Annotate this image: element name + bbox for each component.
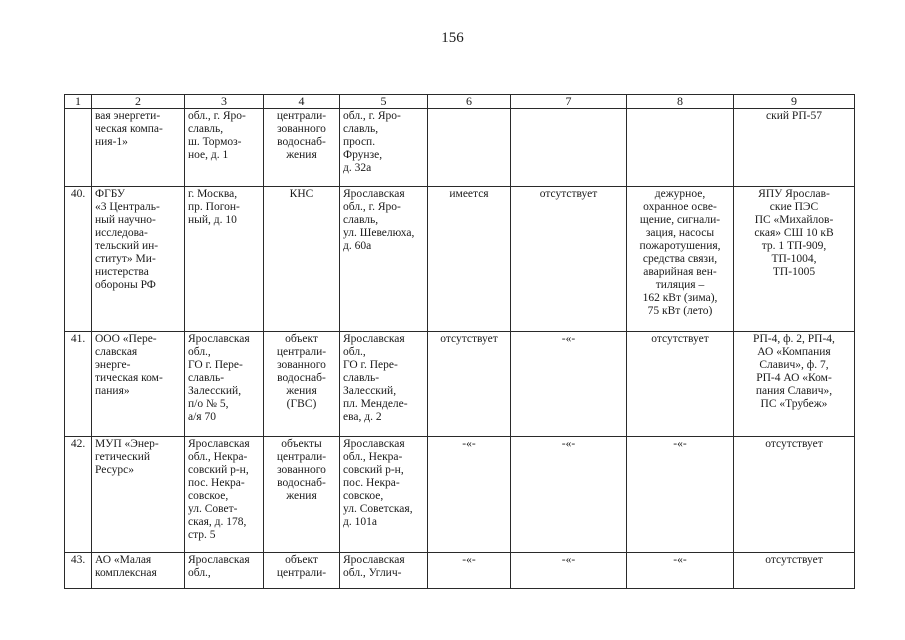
object-address-cell: Ярославская обл., Некра- совский р-н, пос. Некра- совское, ул. Советская, д. 101а bbox=[340, 437, 428, 553]
page-number: 156 bbox=[441, 30, 464, 46]
table-row bbox=[65, 332, 855, 437]
table-row bbox=[65, 187, 855, 332]
power-source-cell: РП-4, ф. 2, РП-4, АО «Компания Славич», ф. 7, РП-4 АО «Ком- пания Славич», ПС «Трубеж» bbox=[734, 332, 855, 437]
col7-cell bbox=[511, 109, 627, 187]
object-type-cell: КНС bbox=[264, 187, 340, 332]
row-number-cell: 42. bbox=[65, 437, 92, 553]
row-number-cell: 43. bbox=[65, 553, 92, 589]
column-header: 3 bbox=[185, 95, 264, 109]
col7-cell: -«- bbox=[511, 332, 627, 437]
object-address-cell: Ярославская обл., ГО г. Пере- славль- Залесский, пл. Менделе- ева, д. 2 bbox=[340, 332, 428, 437]
object-address-cell: обл., г. Яро- славль, просп. Фрунзе, д. 32а bbox=[340, 109, 428, 187]
legal-address-cell: Ярославская обл., ГО г. Пере- славль- Залесский, п/о № 5, а/я 70 bbox=[185, 332, 264, 437]
col8-cell: -«- bbox=[627, 553, 734, 589]
col8-cell: -«- bbox=[627, 437, 734, 553]
row-number-cell bbox=[65, 109, 92, 187]
col6-cell: имеется bbox=[428, 187, 511, 332]
organization-cell: АО «Малая комплексная bbox=[92, 553, 185, 589]
object-address-cell: Ярославская обл., г. Яро- славль, ул. Шевелюха, д. 60а bbox=[340, 187, 428, 332]
organization-cell: ФГБУ «3 Централь- ный научно- исследова- тельский ин- ститут» Ми- нистерства обороны РФ bbox=[92, 187, 185, 332]
data-table bbox=[64, 94, 855, 589]
organization-cell: ООО «Пере- славская энерге- тическая ком- пания» bbox=[92, 332, 185, 437]
organization-cell: МУП «Энер- гетический Ресурс» bbox=[92, 437, 185, 553]
object-type-cell: объект централи- зованного водоснаб- жения (ГВС) bbox=[264, 332, 340, 437]
column-header: 7 bbox=[511, 95, 627, 109]
column-header: 2 bbox=[92, 95, 185, 109]
table-row bbox=[65, 553, 855, 589]
col6-cell: -«- bbox=[428, 437, 511, 553]
power-source-cell: ЯПУ Ярослав- ские ПЭС ПС «Михайлов- ская» СШ 10 кВ тр. 1 ТП-909, ТП-1004, ТП-1005 bbox=[734, 187, 855, 332]
table-row bbox=[65, 437, 855, 553]
power-source-cell: отсутствует bbox=[734, 437, 855, 553]
table-row bbox=[65, 109, 855, 187]
column-header: 4 bbox=[264, 95, 340, 109]
col6-cell bbox=[428, 109, 511, 187]
object-type-cell: централи- зованного водоснаб- жения bbox=[264, 109, 340, 187]
legal-address-cell: обл., г. Яро- славль, ш. Тормоз- ное, д. 1 bbox=[185, 109, 264, 187]
col7-cell: -«- bbox=[511, 553, 627, 589]
object-address-cell: Ярославская обл., Углич- bbox=[340, 553, 428, 589]
organization-cell: вая энергети- ческая компа- ния-1» bbox=[92, 109, 185, 187]
power-source-cell: отсутствует bbox=[734, 553, 855, 589]
object-type-cell: объект централи- bbox=[264, 553, 340, 589]
column-header: 1 bbox=[65, 95, 92, 109]
column-header: 9 bbox=[734, 95, 855, 109]
column-header: 8 bbox=[627, 95, 734, 109]
power-source-cell: ский РП-57 bbox=[734, 109, 855, 187]
column-header: 5 bbox=[340, 95, 428, 109]
column-header: 6 bbox=[428, 95, 511, 109]
legal-address-cell: Ярославская обл., Некра- совский р-н, пос. Некра- совское, ул. Совет- ская, д. 178, стр. 5 bbox=[185, 437, 264, 553]
row-number-cell: 40. bbox=[65, 187, 92, 332]
col6-cell: -«- bbox=[428, 553, 511, 589]
object-type-cell: объекты централи- зованного водоснаб- жения bbox=[264, 437, 340, 553]
col8-cell: отсутствует bbox=[627, 332, 734, 437]
legal-address-cell: г. Москва, пр. Погон- ный, д. 10 bbox=[185, 187, 264, 332]
column-number-row bbox=[65, 95, 855, 109]
col6-cell: отсутствует bbox=[428, 332, 511, 437]
col8-cell: дежурное, охранное осве- щение, сигнали- зация, насосы пожаротушения, средства связи, аварийная вен- тиляция – 162 кВт (зима), 75 кВт (лето) bbox=[627, 187, 734, 332]
col7-cell: отсутствует bbox=[511, 187, 627, 332]
col8-cell bbox=[627, 109, 734, 187]
col7-cell: -«- bbox=[511, 437, 627, 553]
row-number-cell: 41. bbox=[65, 332, 92, 437]
legal-address-cell: Ярославская обл., bbox=[185, 553, 264, 589]
